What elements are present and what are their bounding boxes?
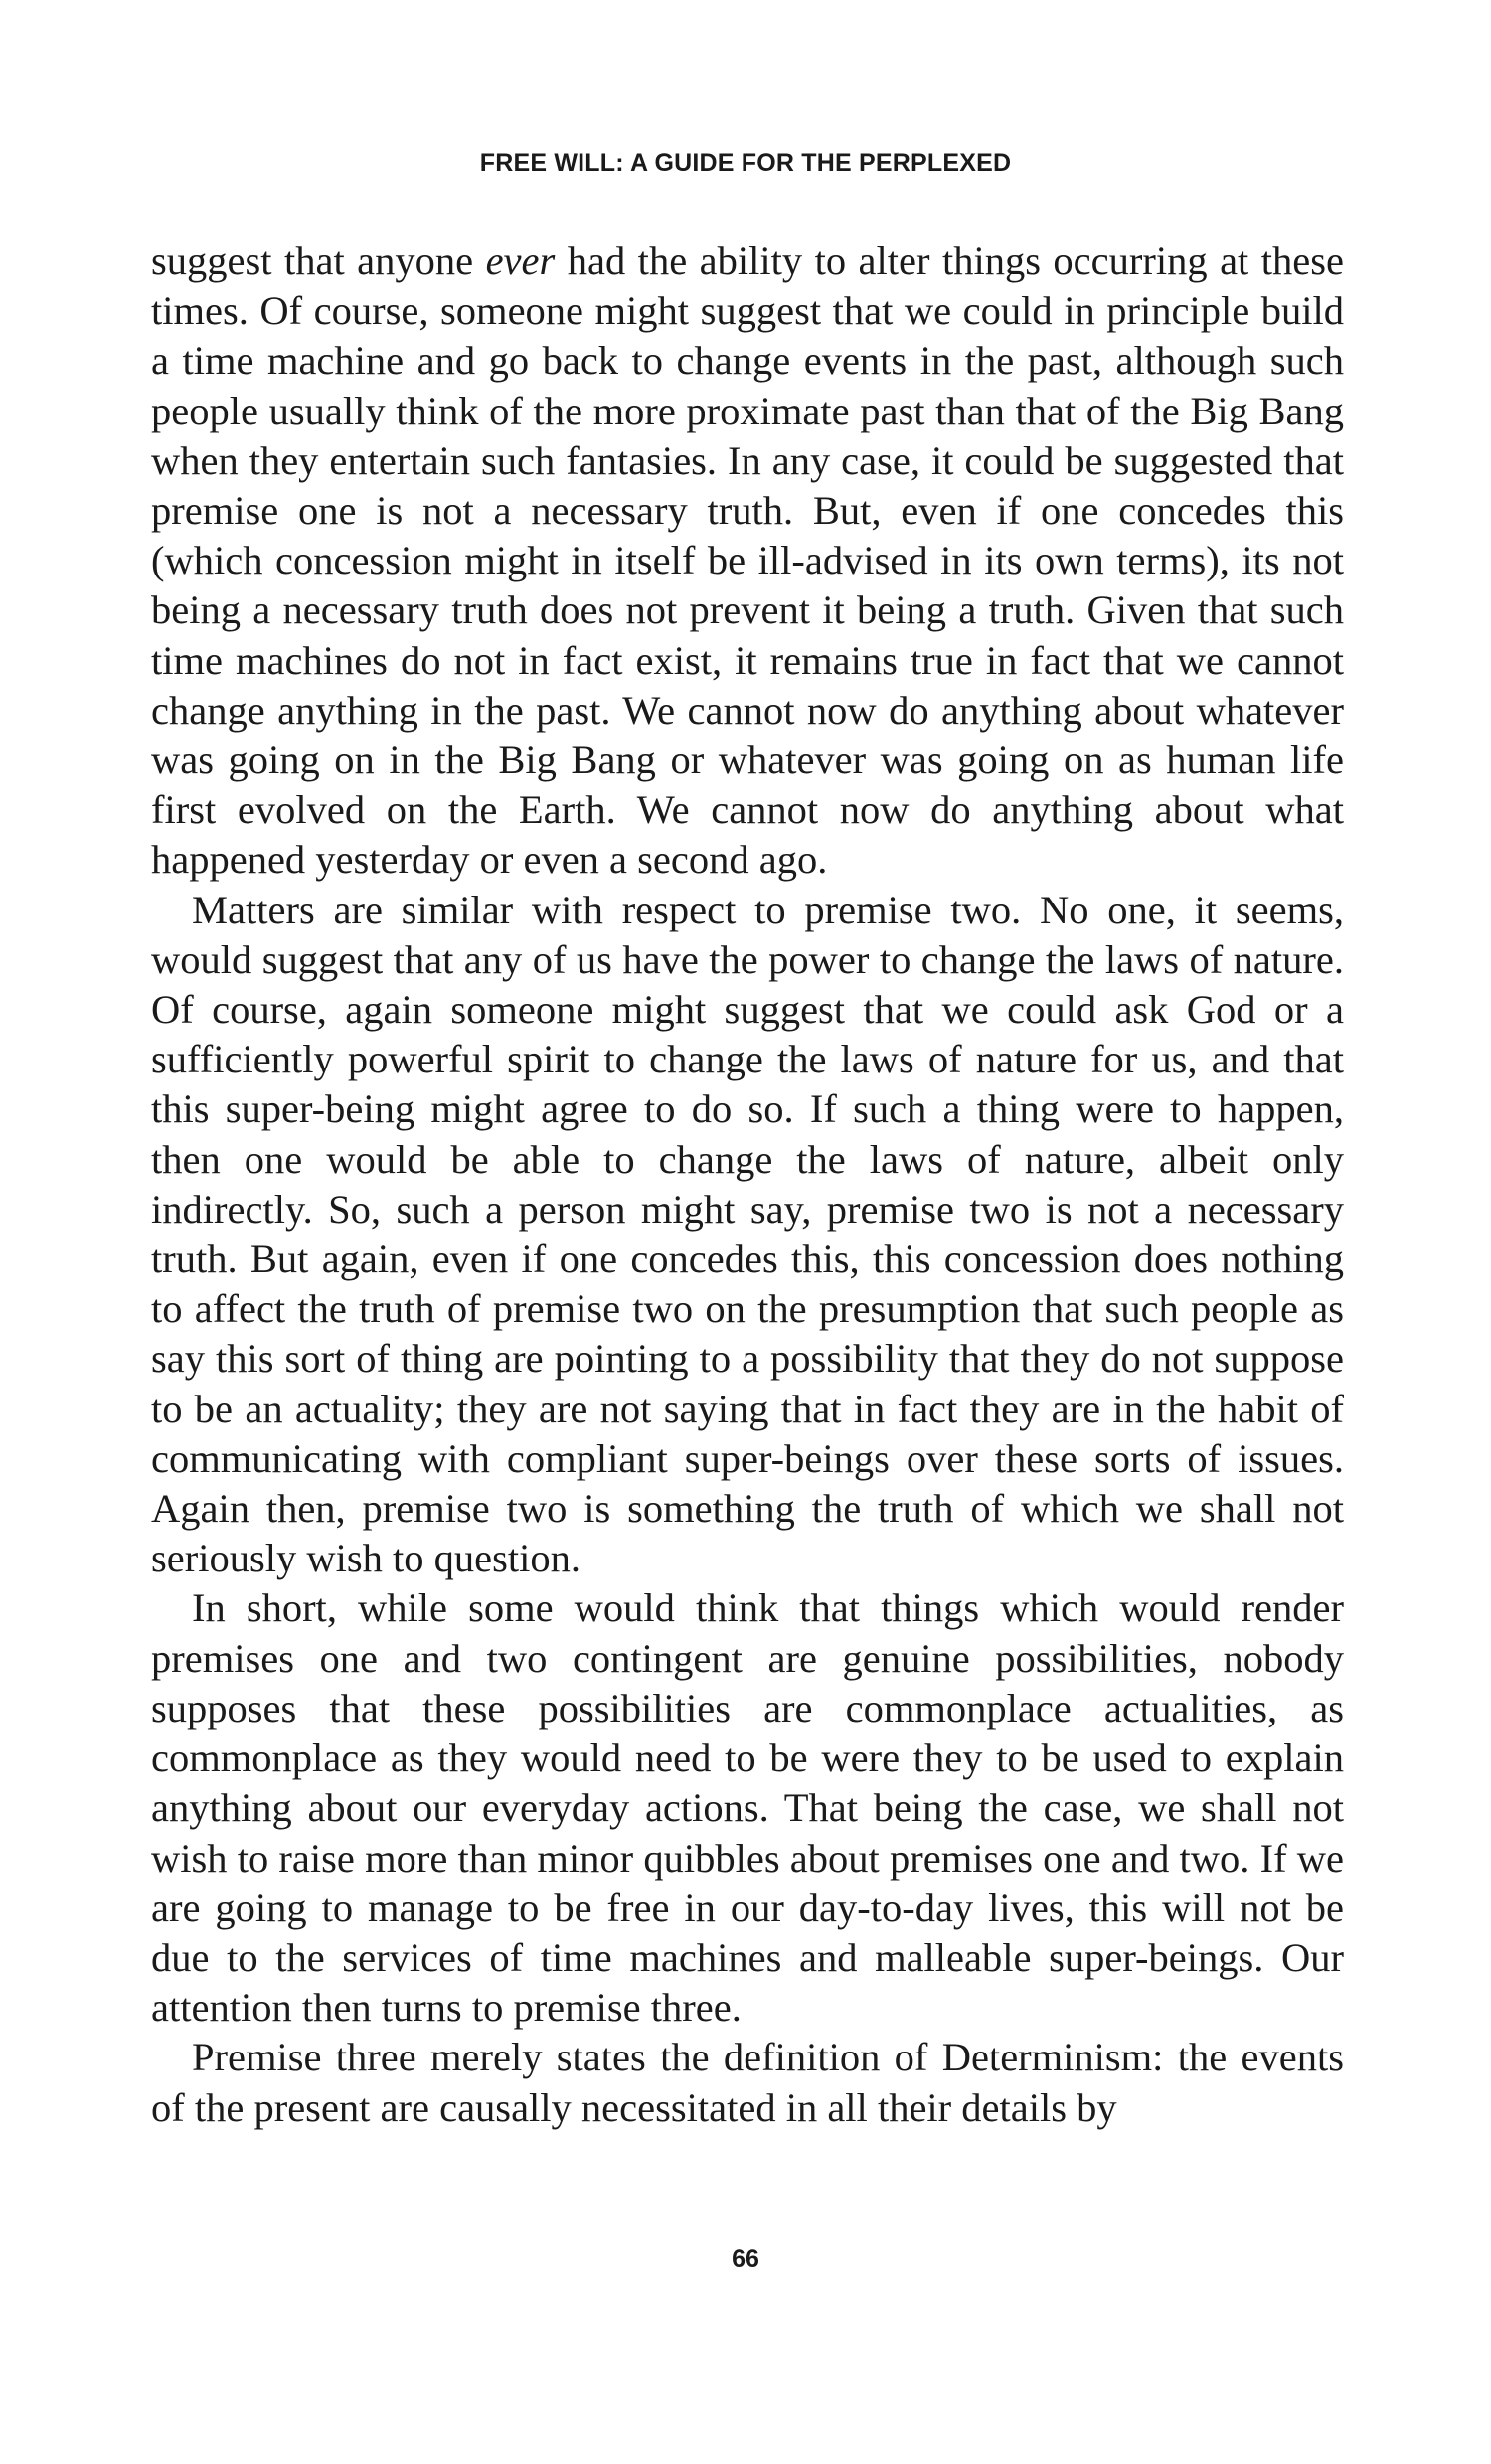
paragraph-1-start: suggest that anyone — [151, 239, 486, 283]
paragraph-4: Premise three merely states the definition of Determinism: the events of the present are causally necessitated in all their details by — [151, 2035, 1344, 2130]
running-header: FREE WILL: A GUIDE FOR THE PERPLEXED — [479, 149, 1012, 177]
paragraph-1 — [151, 237, 1344, 886]
emphasis-ever: ever — [485, 239, 556, 283]
body-text — [151, 237, 1344, 2133]
paragraph-3: In short, while some would think that things which would render premises one and two contingent are genuine possibilities, nobody supposes that these possibilities are commonplace actualities, as commonplace as they would need to be were they to be used to explain anything about our everyday actions. That being the case, we shall not wish to raise more than minor quibbles about premises one and two. If we are going to manage to be free in our day-to-day lives, this will not be due to the services of time machines and malleable super-beings. Our attention then turns to premise three. — [151, 1585, 1344, 2031]
page-number: 66 — [732, 2245, 759, 2273]
paragraph-1-rest: had the ability to alter things occurring at these times. Of course, someone might suggest that we could in principle build a time machine and go back to change events in the past, although such people usually think of the more proximate past than that of the Big Bang when they entertain such fantasies. In any case, it could be suggested that premise one is not a necessary truth. But, even if one concedes this (which concession might in itself be ill-advised in its own terms), its not being a necessary truth does not prevent it being a truth. Given that such time machines do not in fact exist, it remains true in fact that we cannot change anything in the past. We cannot now do anything about whatever was going on in the Big Bang or whatever was going on as human life first evolved on the Earth. We cannot now do anything about what happened yesterday or even a second ago. — [151, 239, 1344, 883]
paragraph-2: Matters are similar with respect to premise two. No one, it seems, would suggest that any of us have the power to change the laws of nature. Of course, again someone might suggest that we could ask God or a sufficiently powerful spirit to change the laws of nature for us, and that this super-being might agree to do so. If such a thing were to happen, then one would be able to change the laws of nature, albeit only indirectly. So, such a person might say, premise two is not a necessary truth. But again, even if one concedes this, this concession does nothing to affect the truth of premise two on the presumption that such people as say this sort of thing are pointing to a possibility that they do not suppose to be an actuality; they are not saying that in fact they are in the habit of communicating with compliant super-beings over these sorts of issues. Again then, premise two is something the truth of which we shall not seriously wish to question. — [151, 887, 1344, 1581]
